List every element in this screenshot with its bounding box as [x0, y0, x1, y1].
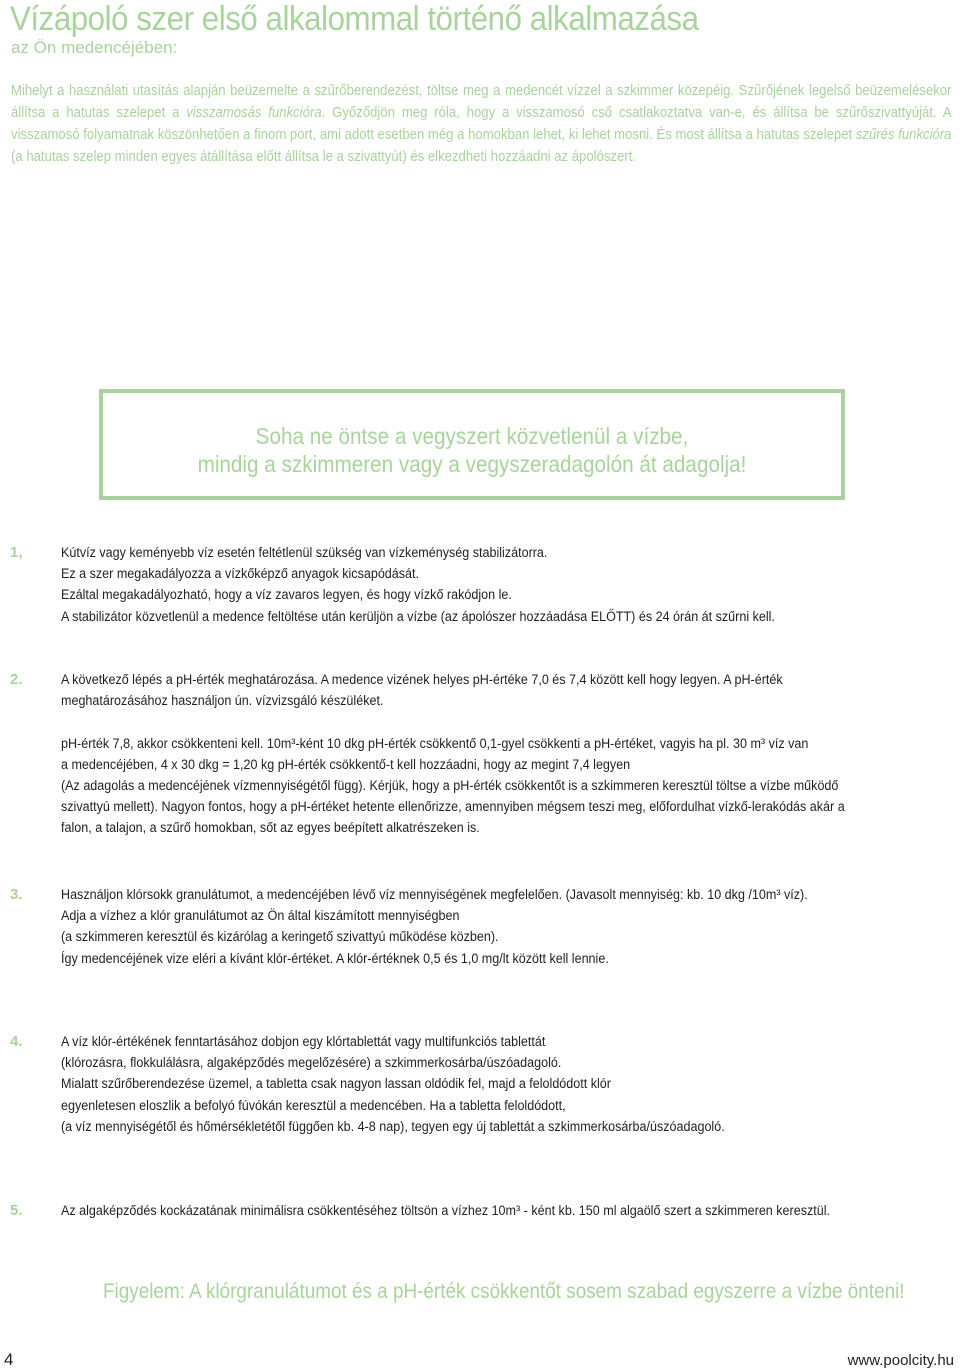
step-1-line: A stabilizátor közvetlenül a medence feltöltése után kerüljön a vízbe (az ápolószer hozzáadása ELŐTT) és 24 órán át szűrni kell.: [61, 608, 775, 624]
step-5-line: Az algaképződés kockázatának minimálisra csökkentéséhez töltsön a vízhez 10m³ - ként kb. 150 ml algaölő szert a szkimmeren keresztül.: [61, 1203, 830, 1218]
intro-text-1: Mihelyt a használati utasítás alapján beüzemelte a szűrőberendezést, töltse meg a medencét vízzel a szkimmer közepéig. Szűrőjének legelső beüzemelésekor állítsa a hatutas szelepet a: [11, 83, 952, 121]
step-2-line: (Az adagolás a medencéjének vízmennyiségétől függ). Kérjük, hogy a pH-érték csökkentőt is a szkimmeren keresztül töltse a vízbe működő: [61, 778, 839, 793]
step-3-text: [61, 884, 926, 969]
step-2-line: meghatározásához használjon ún. vízvizsgáló készüléket.: [61, 693, 384, 709]
page-number: 4: [4, 1350, 14, 1369]
step-1-line: Kútvíz vagy keményebb víz esetén feltétlenül szükség van vízkeménység stabilizátorra.: [61, 545, 548, 560]
step-2-line: A következő lépés a pH-érték meghatározása. A medence vizének helyes pH-értéke 7,0 és 7,4 között kell hogy legyen. A pH-érték: [61, 672, 783, 687]
intro-emphasis-backwash: visszamosás funkcióra: [186, 105, 322, 121]
step-4-line: Mialatt szűrőberendezése üzemel, a tabletta csak nagyon lassan oldódik fel, majd a feloldódott klór: [61, 1076, 611, 1092]
warning-line-1: Soha ne öntse a vegyszert közvetlenül a vízbe,: [255, 423, 689, 449]
step-2-spacer: [61, 711, 926, 732]
intro-emphasis-filter: szűrés funkcióra: [855, 127, 952, 143]
step-4-line: A víz klór-értékének fenntartásához dobjon egy klórtablettát vagy multifunkciós tablettát: [61, 1034, 546, 1049]
page-title: Vízápoló szer első alkalommal történő alkalmazása: [10, 0, 699, 38]
website-url: www.poolcity.hu: [847, 1352, 954, 1369]
step-number-4: 4.: [10, 1033, 23, 1050]
step-4-line: (a víz mennyiségétől és hőmérsékletétől függően kb. 4-8 nap), tegyen egy új tablettát a szkimmerkosárba/úszóadagoló.: [61, 1118, 725, 1134]
page-subtitle: az Ön medencéjében:: [11, 38, 178, 57]
step-1-line: Ezáltal megakadályozható, hogy a víz zavaros legyen, és hogy vízkő rakódjon le.: [61, 587, 512, 603]
step-3-line: (a szkimmeren keresztül és kizárólag a keringető szivattyú működése közben).: [61, 929, 499, 945]
warning-box: [99, 389, 845, 500]
step-4-text: [61, 1031, 926, 1137]
step-2-line: szivattyú mellett). Nagyon fontos, hogy a pH-értéket hetente ellenőrizze, amennyiben mégsem teszi meg, előfordulhat vízkő-lerakódás akár a: [61, 799, 845, 815]
step-3-line: Így medencéjének vize eléri a kívánt klór-értéket. A klór-értéknek 0,5 és 1,0 mg/lt között kell lennie.: [61, 950, 609, 966]
step-number-2: 2.: [10, 671, 23, 688]
step-2-text: [61, 669, 926, 839]
step-2-line: a medencéjében, 4 x 30 dkg = 1,20 kg pH-érték csökkentő-t kell hozzáadni, hogy az megint 7,4 legyen: [61, 756, 631, 772]
step-2-line: pH-érték 7,8, akkor csökkenteni kell. 10m³-ként 10 dkg pH-érték csökkentő 0,1-gyel csökkenti a pH-értéket, vagyis ha pl. 30 m³ víz van: [61, 735, 809, 751]
step-2-line: falon, a talajon, a szűrő homokban, sőt az egyes beépített alkatrészeken is.: [61, 820, 480, 836]
intro-text-2: . Győződjön meg róla, hogy a visszamosó cső csatlakoztatva van-e, és állítsa be szűrőszivattyúját. A visszamosó folyamatnak köszönhetően a finom port, ami adott esetben még a homokban lehet, ki lehet mosni. És most állítsa a hatutas szelepet: [11, 105, 952, 143]
warning-line-2: mindig a szkimmeren vagy a vegyszeradagolón át adagolja!: [197, 451, 747, 477]
step-3-line: Használjon klórsokk granulátumot, a medencéjében lévő víz mennyiségének megfelelően. (Javasolt mennyiség: kb. 10 dkg /10m³ víz).: [61, 887, 808, 902]
step-1-text: [61, 542, 926, 627]
step-4-line: egyenletesen eloszlik a befolyó fúvókán keresztül a medencében. Ha a tabletta feloldódott,: [61, 1097, 566, 1113]
intro-text-3: (a hatutas szelep minden egyes átállítása előtt állítsa le a szivattyút) és elkezdheti hozzáadni az ápolószert.: [11, 149, 636, 165]
final-warning: Figyelem: A klórgranulátumot és a pH-érték csökkentőt sosem szabad egyszerre a vízbe önteni!: [103, 1280, 905, 1303]
step-3-line: Adja a vízhez a klór granulátumot az Ön által kiszámított mennyiségben: [61, 908, 460, 924]
step-number-5: 5.: [10, 1202, 23, 1219]
intro-paragraph: [11, 80, 952, 168]
step-5-text: [61, 1200, 926, 1221]
step-4-line: (klórozásra, flokkulálásra, algaképződés megelőzésére) a szkimmerkosárba/úszóadagoló.: [61, 1055, 562, 1071]
step-1-line: Ez a szer megakadályozza a vízkőképző anyagok kicsapódását.: [61, 566, 420, 582]
step-number-1: 1,: [10, 544, 23, 561]
step-number-3: 3.: [10, 886, 23, 903]
